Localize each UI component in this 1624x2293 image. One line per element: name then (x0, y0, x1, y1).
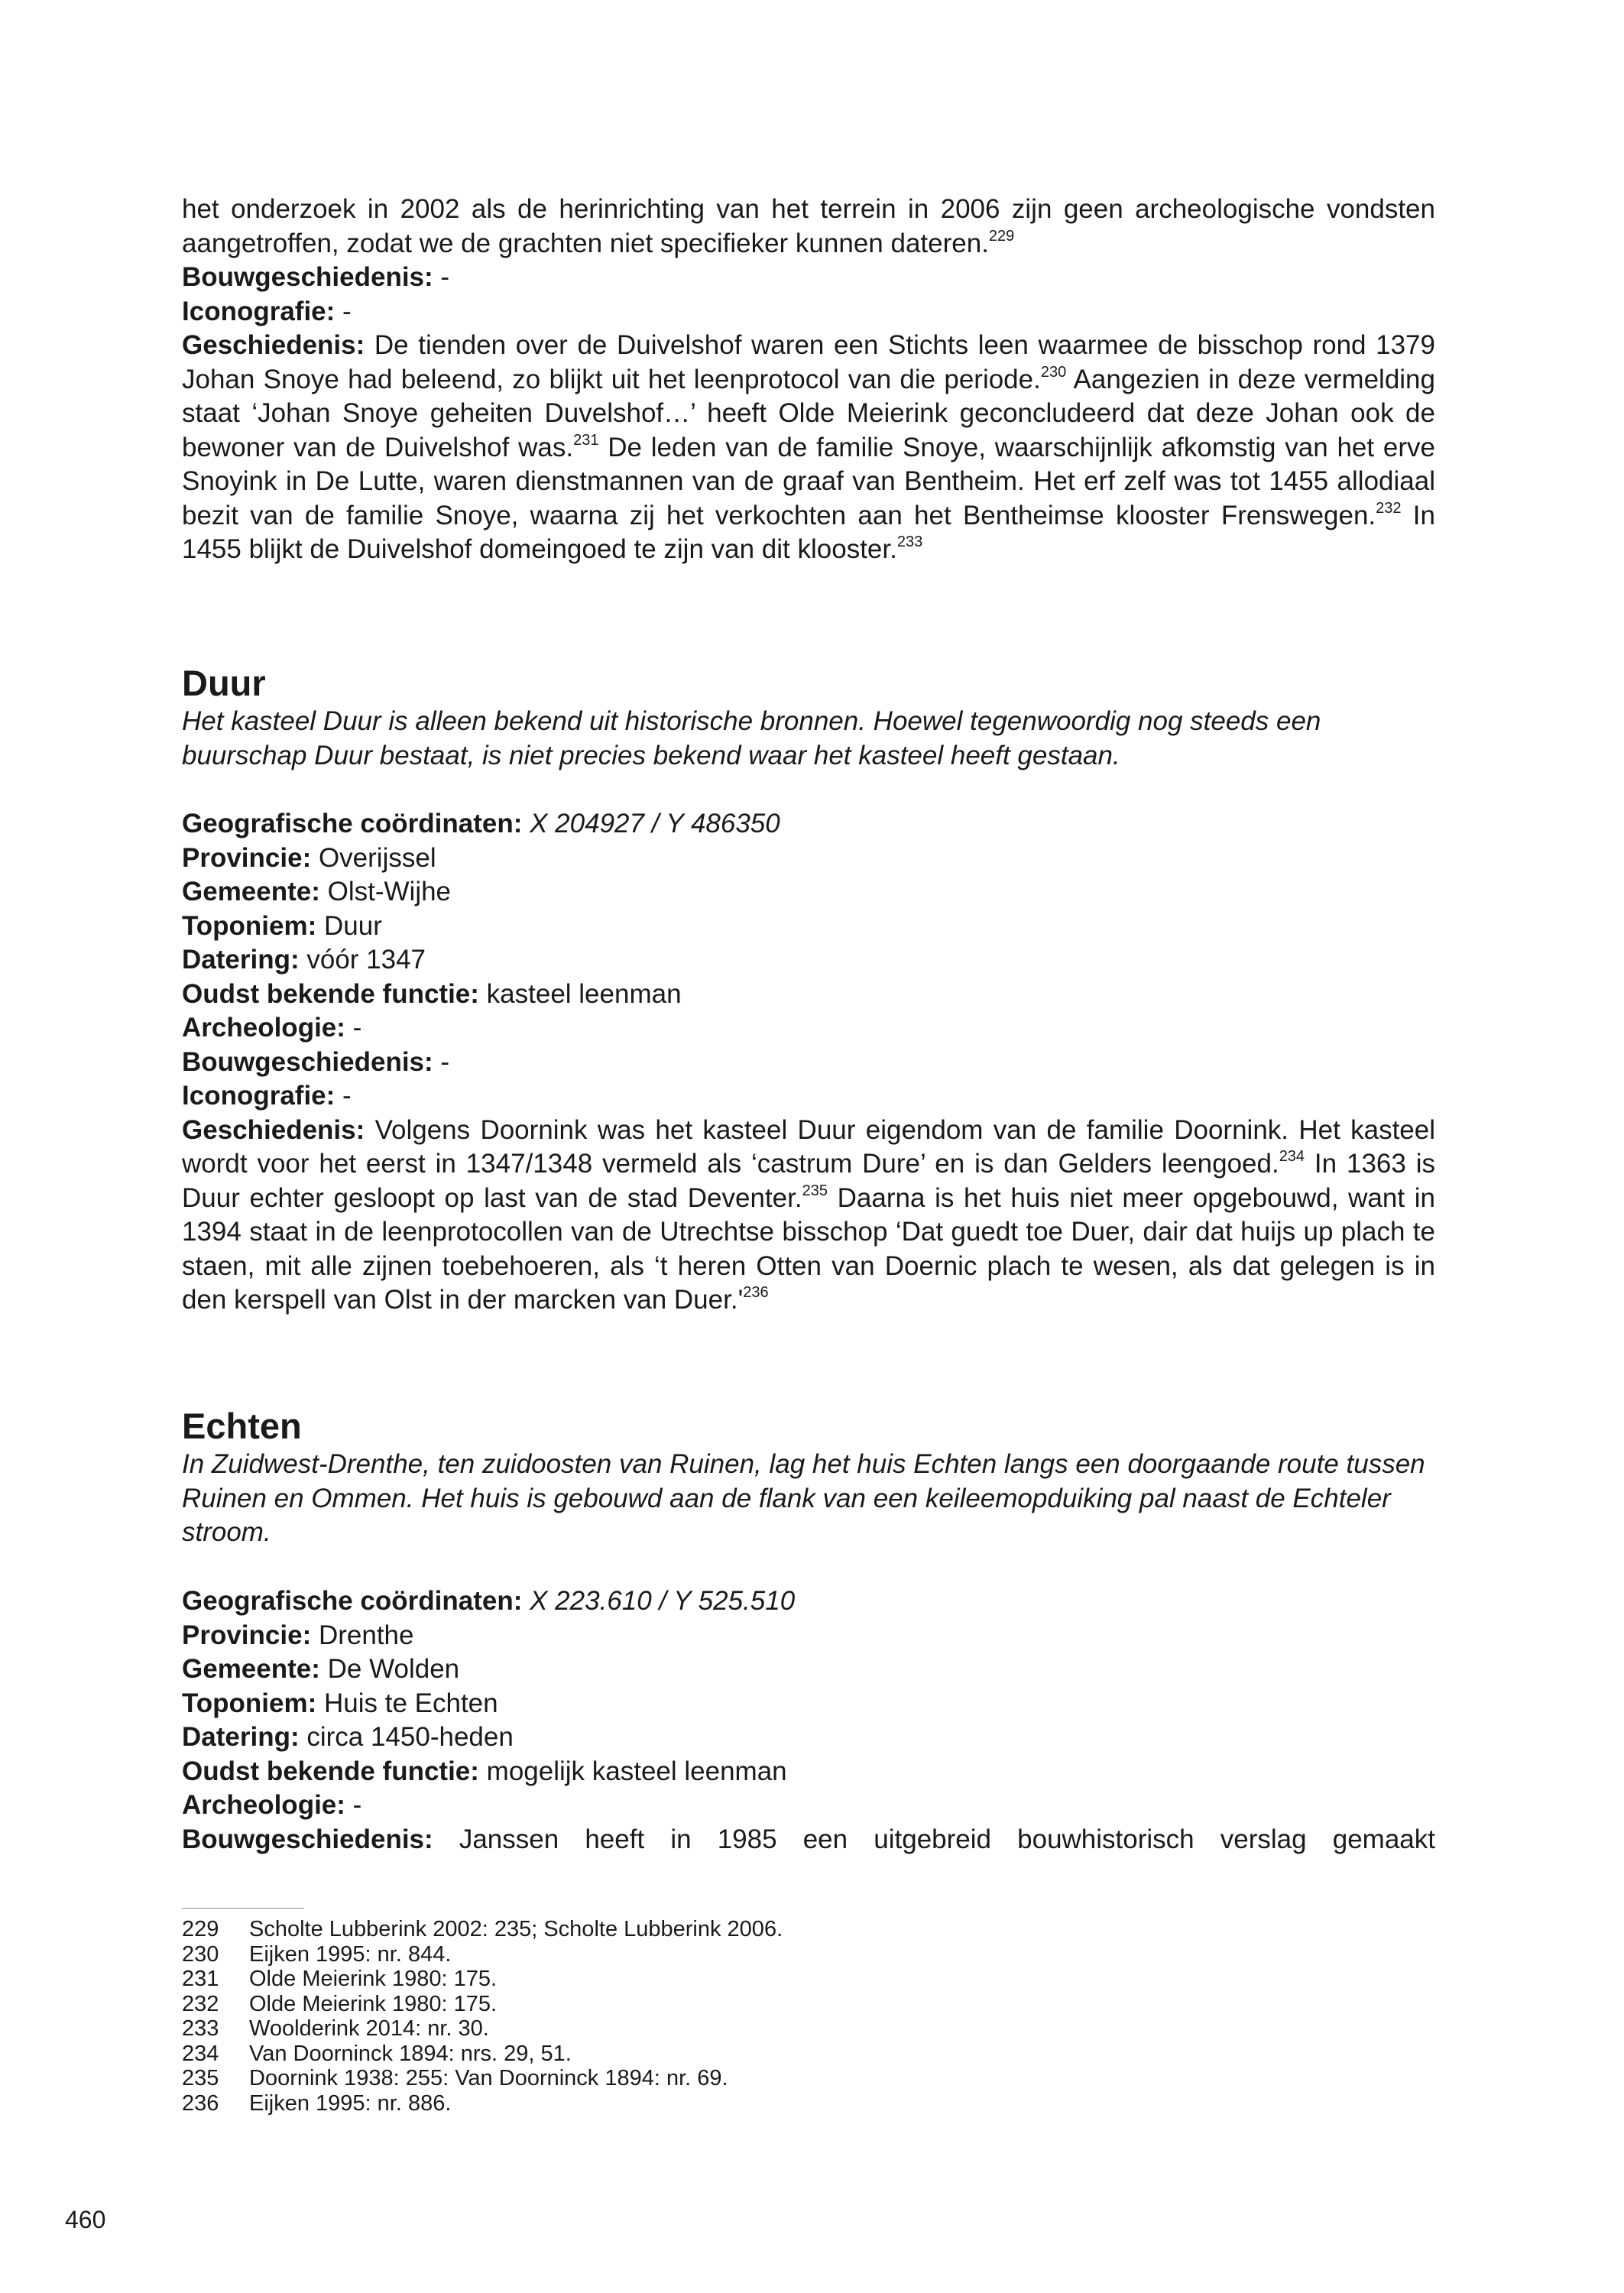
intro-echten: In Zuidwest-Drenthe, ten zuidoosten van Ruinen, lag het huis Echten langs een doorgaande route tussen Ruinen en Ommen. Het huis is gebouwd aan de flank van een keileemopduiking pal naast de Echteler stroom. (182, 1449, 1425, 1547)
page-number: 460 (65, 2206, 106, 2233)
footnotes (182, 1917, 1435, 2116)
footnote-ref-233[interactable]: 233 (896, 534, 923, 551)
field-toponiem: Toponiem: Duur (182, 910, 382, 941)
field-iconografie: Iconografie: - (182, 1081, 352, 1111)
fields-echten (182, 1584, 1435, 1857)
intro-duur: Het kasteel Duur is alleen bekend uit historische bronnen. Hoewel tegenwoordig nog steeds een buurschap Duur bestaat, is niet precies bekend waar het kasteel heeft gestaan. (182, 706, 1321, 770)
field-functie: Oudst bekende functie: mogelijk kasteel leenman (182, 1756, 787, 1786)
continued-entry (182, 193, 1435, 567)
field-datering: Datering: circa 1450-heden (182, 1722, 514, 1752)
field-datering: Datering: vóór 1347 (182, 945, 426, 975)
field-geschiedenis: Geschiedenis: De tienden over de Duivelshof waren een Stichts leen waarmee de bisschop rond 1379 Johan Snoye had beleend, zo blijkt uit het leenprotocol van die periode.$^{230}$ Aangezien in deze vermelding staat ‘Johan Snoye geheiten Duvelshof…’ heeft Olde Meierink geconcludeerd dat deze Johan ook de bewoner van de Duivelshof was.$^{231}$ De leden van de familie Snoye, waarschijnlijk afkomstig van het erve Snoyink in De Lutte, waren dienstmannen van de graaf van Bentheim. Het erf zelf was tot 1455 allodiaal bezit van de familie Snoye, waarna zij het verkochten aan het Bentheimse klooster Frenswegen.$^{232}$ In 1455 blijkt de Duivelshof domeingoed te zijn van dit klooster.$^{233}$ (182, 330, 1435, 564)
footnote-divider (182, 1908, 304, 1909)
field-gemeente: Gemeente: Olst-Wijhe (182, 877, 452, 906)
section-heading-echten: Echten (182, 1406, 302, 1446)
footnote-item: 235 Doornink 1938: 255: Van Doorninck 1894: nr. 69. (182, 2066, 728, 2090)
field-provincie: Provincie: Overijssel (182, 842, 436, 873)
paragraph-archaeology-continued: het onderzoek in 2002 als de herinrichting van het terrein in 2006 zijn geen archeologische vondsten aangetroffen, zodat we de grachten niet specifieker kunnen dateren.$^{229}$ (182, 194, 1435, 258)
field-archeologie: Archeologie: - (182, 1013, 362, 1043)
footnote-ref-231[interactable]: 231 (573, 431, 599, 449)
fields-duur (182, 807, 1435, 1318)
field-coordinates: Geografische coördinaten: X 204927 / Y 486350 (182, 809, 780, 838)
footnote-ref-235[interactable]: 235 (802, 1182, 828, 1199)
footnote-item: 232 Olde Meierink 1980: 175. (182, 1991, 498, 2016)
field-provincie: Provincie: Drenthe (182, 1620, 414, 1650)
footnote-ref-232[interactable]: 232 (1376, 499, 1402, 517)
field-bouwgeschiedenis: Bouwgeschiedenis: Janssen heeft in 1985 een uitgebreid bouwhistorisch verslag gemaakt (182, 1824, 1435, 1854)
footnote-ref-234[interactable]: 234 (1279, 1148, 1305, 1166)
field-functie: Oudst bekende functie: kasteel leenman (182, 978, 682, 1009)
field-bouwgeschiedenis: Bouwgeschiedenis: - (182, 262, 450, 292)
footnote-ref-236[interactable]: 236 (743, 1284, 769, 1302)
field-gemeente: Gemeente: De Wolden (182, 1654, 460, 1684)
footnote-ref-230[interactable]: 230 (1040, 363, 1067, 381)
field-bouwgeschiedenis: Bouwgeschiedenis: - (182, 1046, 450, 1077)
entry-duur (182, 662, 1435, 773)
footnote-item: 234 Van Doorninck 1894: nrs. 29, 51. (182, 2041, 572, 2066)
field-coordinates: Geografische coördinaten: X 223.610 / Y 525.510 (182, 1586, 796, 1616)
footnote-item: 233 Woolderink 2014: nr. 30. (182, 2016, 489, 2041)
footnote-item: 231 Olde Meierink 1980: 175. (182, 1967, 498, 1991)
field-geschiedenis: Geschiedenis: Volgens Doornink was het kasteel Duur eigendom van de familie Doornink. Het kasteel wordt voor het eerst in 1347/1348 vermeld als ‘castrum Dure’ en is dan Gelders leengoed.$^{234}$ In 1363 is Duur echter gesloopt op last van de stad Deventer.$^{235}$ Daarna is het huis niet meer opgebouwd, want in 1394 staat in de leenprotocollen van de Utrechtse bisschop ‘Dat guedt toe Duer, dair dat huijs up plach te staen, mit alle zijnen toebehoeren, als ‘t heren Otten van Doernic plach te wesen, als dat gelegen is in den kerspell van Olst in der marcken van $Duer.'^{236}$ (182, 1114, 1436, 1315)
footnote-item: 230 Eijken 1995: nr. 844. (182, 1941, 452, 1967)
field-archeologie: Archeologie: - (182, 1790, 362, 1820)
footnote-ref-229[interactable]: 229 (988, 227, 1015, 245)
section-heading-duur: Duur (182, 663, 266, 703)
entry-echten (182, 1405, 1435, 1550)
field-iconografie: Iconografie: - (182, 296, 352, 326)
footnote-item: 236 Eijken 1995: nr. 886. (182, 2090, 452, 2116)
footnote-item: 229 Scholte Lubberink 2002: 235; Scholte Lubberink 2006. (182, 1917, 783, 1941)
field-toponiem: Toponiem: Huis te Echten (182, 1688, 498, 1718)
